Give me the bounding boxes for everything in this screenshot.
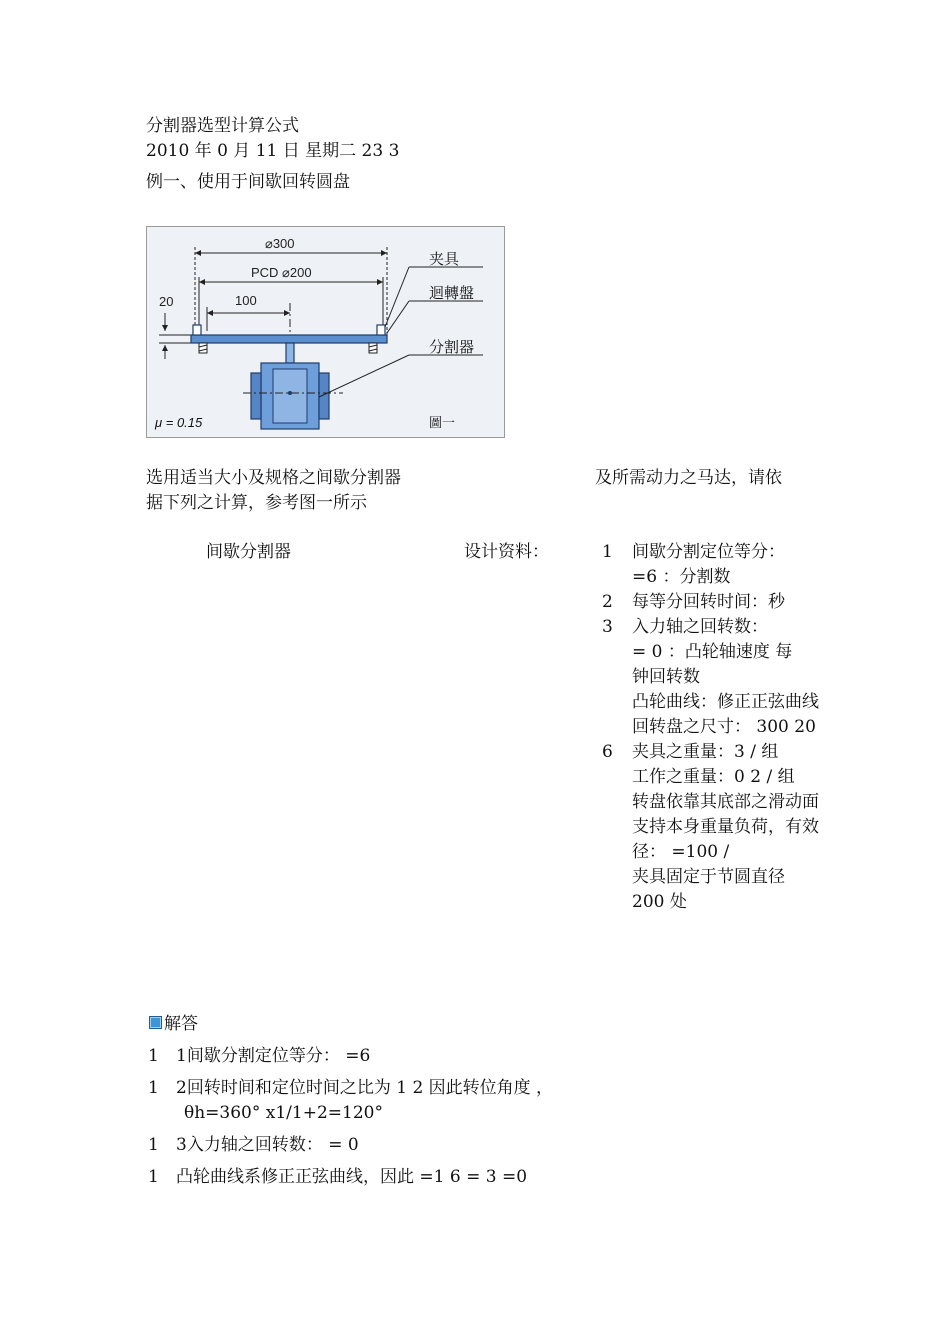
answer-line-num: 1 <box>148 1135 159 1155</box>
design-item-num: 1 <box>602 542 613 562</box>
design-item-text: 入力轴之回转数： <box>632 617 768 637</box>
intro-line1-right: 及所需动力之马达，请依 <box>595 468 782 488</box>
design-item-text: 夹具固定于节圆直径 <box>632 867 785 887</box>
dim-20-label: 20 <box>159 294 174 309</box>
design-item-text: 200 处 <box>632 892 687 912</box>
answer-line-text: 2回转时间和定位时间之比为 1 2 因此转位角度 ， <box>176 1078 554 1098</box>
design-item-text: 凸轮曲线：修正正弦曲线 <box>632 692 819 712</box>
design-item-text: 支持本身重量负荷，有效 <box>632 817 819 837</box>
intro-line2: 据下列之计算，参考图一所示 <box>146 493 367 513</box>
design-item-text: = 0 ：凸轮轴速度 每 <box>632 642 793 662</box>
fixture-label: 夹具 <box>429 251 460 268</box>
date-line: 2010 年 0 月 11 日 星期二 23 3 <box>146 141 400 161</box>
design-item-num: 3 <box>602 617 613 637</box>
design-item-text: 间歇分割定位等分： <box>632 542 785 562</box>
design-mid-label: 设计资料： <box>464 542 549 562</box>
document-title: 分割器选型计算公式 <box>146 116 299 136</box>
answer-heading: 解答 <box>164 1014 198 1034</box>
design-left-label: 间歇分割器 <box>206 542 291 562</box>
answer-line-text: 3入力轴之回转数： = 0 <box>176 1135 359 1155</box>
design-item-text: 每等分回转时间：秒 <box>632 592 785 612</box>
design-item-num: 2 <box>602 592 613 612</box>
design-item-text: 钟回转数 <box>632 667 700 687</box>
turntable-diagram <box>146 226 505 438</box>
design-item-text: =6 ：分割数 <box>632 567 731 587</box>
friction-label: μ = 0.15 <box>155 415 203 430</box>
figure-number: 圖一 <box>429 415 456 430</box>
design-item-text: 径： =100 / <box>632 842 730 862</box>
turntable-label: 迴轉盤 <box>429 285 475 302</box>
answer-bullet-icon <box>149 1016 162 1029</box>
design-item-text: 转盘依靠其底部之滑动面 <box>632 792 819 812</box>
answer-line-text: 凸轮曲线系修正正弦曲线，因此 =1 6 = 3 =0 <box>176 1167 528 1187</box>
design-item-text: 夹具之重量：3 / 组 <box>632 742 779 762</box>
answer-line-num: 1 <box>148 1078 159 1098</box>
design-item-num: 6 <box>602 742 613 762</box>
dim-pcd-label: PCD ⌀200 <box>251 265 312 280</box>
example-title: 例一、使用于间歇回转圆盘 <box>146 172 350 192</box>
intro-line1-left: 选用适当大小及规格之间歇分割器 <box>146 468 401 488</box>
design-item-text: 工作之重量：0 2 / 组 <box>632 767 795 787</box>
answer-line-text: 1间歇分割定位等分： =6 <box>176 1046 371 1066</box>
dim-outer-label: ⌀300 <box>265 236 295 251</box>
design-item-text: 回转盘之尺寸： 300 20 <box>632 717 816 737</box>
answer-line-num: 1 <box>148 1046 159 1066</box>
indexer-label: 分割器 <box>429 339 475 356</box>
answer-line-num: 1 <box>148 1167 159 1187</box>
answer-line-text: θh=360° x1/1+2=120° <box>184 1103 383 1123</box>
dim-100-label: 100 <box>235 293 257 308</box>
